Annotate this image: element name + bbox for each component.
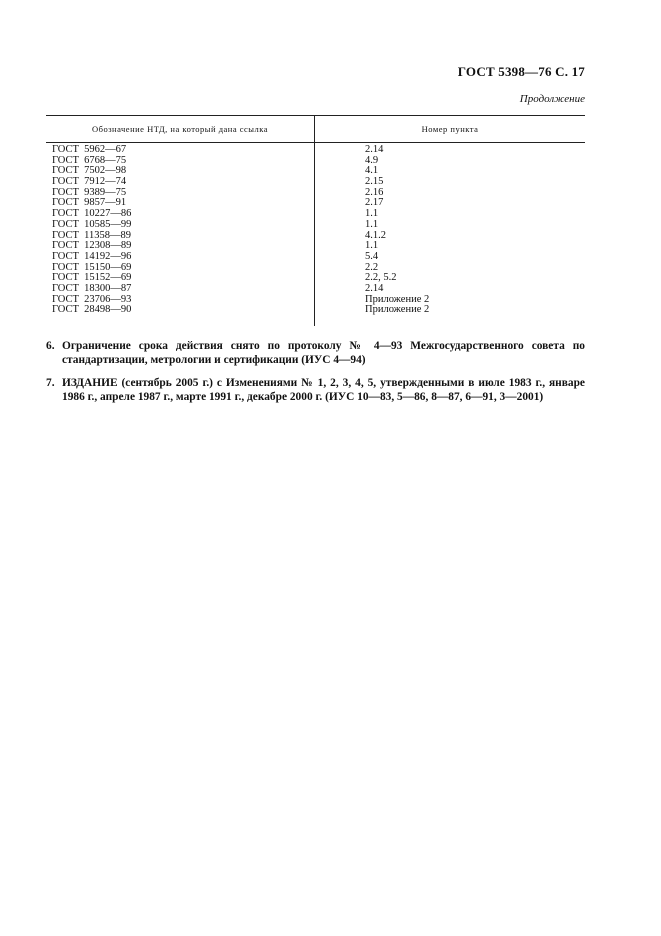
document-cell: ГОСТ 9857—91	[52, 197, 127, 209]
document-cell: ГОСТ 15152—69	[52, 272, 132, 284]
clause-cell: 1.1	[365, 240, 379, 252]
clause-cell: 2.14	[365, 282, 384, 294]
document-cell: ГОСТ 7502—98	[52, 165, 127, 177]
column-header-clause: Номер пункта	[421, 124, 479, 134]
table-row	[46, 252, 585, 263]
column-header-document: Обозначение НТД, на который дана ссылка	[91, 124, 269, 134]
reference-table	[46, 115, 585, 326]
clause-cell: Приложение 2	[365, 293, 430, 305]
table-row	[46, 156, 585, 167]
table-row	[46, 166, 585, 177]
document-cell: ГОСТ 11358—89	[52, 229, 132, 241]
document-cell: ГОСТ 10227—86	[52, 208, 132, 220]
note-number: 7.	[46, 377, 55, 389]
clause-cell: 1.1	[365, 218, 379, 230]
clause-cell: 2.17	[365, 197, 384, 209]
clause-cell: 4.1.2	[365, 229, 386, 241]
note-6	[46, 339, 585, 367]
clause-cell: 4.1	[365, 165, 379, 177]
document-cell: ГОСТ 23706—93	[52, 293, 132, 305]
table-row	[46, 188, 585, 199]
note-text: ИЗДАНИЕ (сентябрь 2005 г.) с Изменениями № 1, 2, 3, 4, 5, утвержденными в июле 1983 г., январе 1986 г., апреле 1987 г., марте 1991 г., декабре 2000 г. (ИУС 10—83, 5—86, 8—87, 6—91, 3—2001)	[62, 377, 585, 403]
continuation-label: Продолжение	[519, 93, 585, 105]
clause-cell: 2.15	[365, 176, 384, 188]
note-7	[46, 376, 585, 404]
document-cell: ГОСТ 14192—96	[52, 250, 132, 262]
document-cell: ГОСТ 10585—99	[52, 218, 132, 230]
document-cell: ГОСТ 6768—75	[52, 154, 127, 166]
note-number: 6.	[46, 340, 55, 352]
clause-cell: 1.1	[365, 208, 379, 220]
table-row	[46, 220, 585, 231]
note-text: Ограничение срока действия снято по протоколу № 4—93 Межгосударственного совета по стандартизации, метрологии и сертификации (ИУС 4—94)	[62, 340, 585, 366]
table-top-rule	[46, 115, 585, 116]
document-cell: ГОСТ 9389—75	[52, 186, 127, 198]
clause-cell: 5.4	[365, 250, 379, 262]
table-row	[46, 305, 585, 316]
table-row	[46, 145, 585, 156]
clause-cell: Приложение 2	[365, 304, 430, 316]
table-row	[46, 177, 585, 188]
clause-cell: 2.2	[365, 261, 379, 273]
document-cell: ГОСТ 5962—67	[52, 144, 127, 155]
document-cell: ГОСТ 28498—90	[52, 304, 132, 316]
clause-cell: 2.16	[365, 186, 384, 198]
table-header-rule	[46, 142, 585, 143]
document-cell: ГОСТ 18300—87	[52, 282, 132, 294]
document-cell: ГОСТ 7912—74	[52, 176, 127, 188]
clause-cell: 2.14	[365, 144, 384, 155]
table-body	[46, 145, 585, 316]
document-cell: ГОСТ 15150—69	[52, 261, 132, 273]
document-cell: ГОСТ 12308—89	[52, 240, 132, 252]
clause-cell: 2.2, 5.2	[365, 272, 397, 284]
page-header: ГОСТ 5398—76 С. 17	[457, 64, 585, 79]
clause-cell: 4.9	[365, 154, 379, 166]
